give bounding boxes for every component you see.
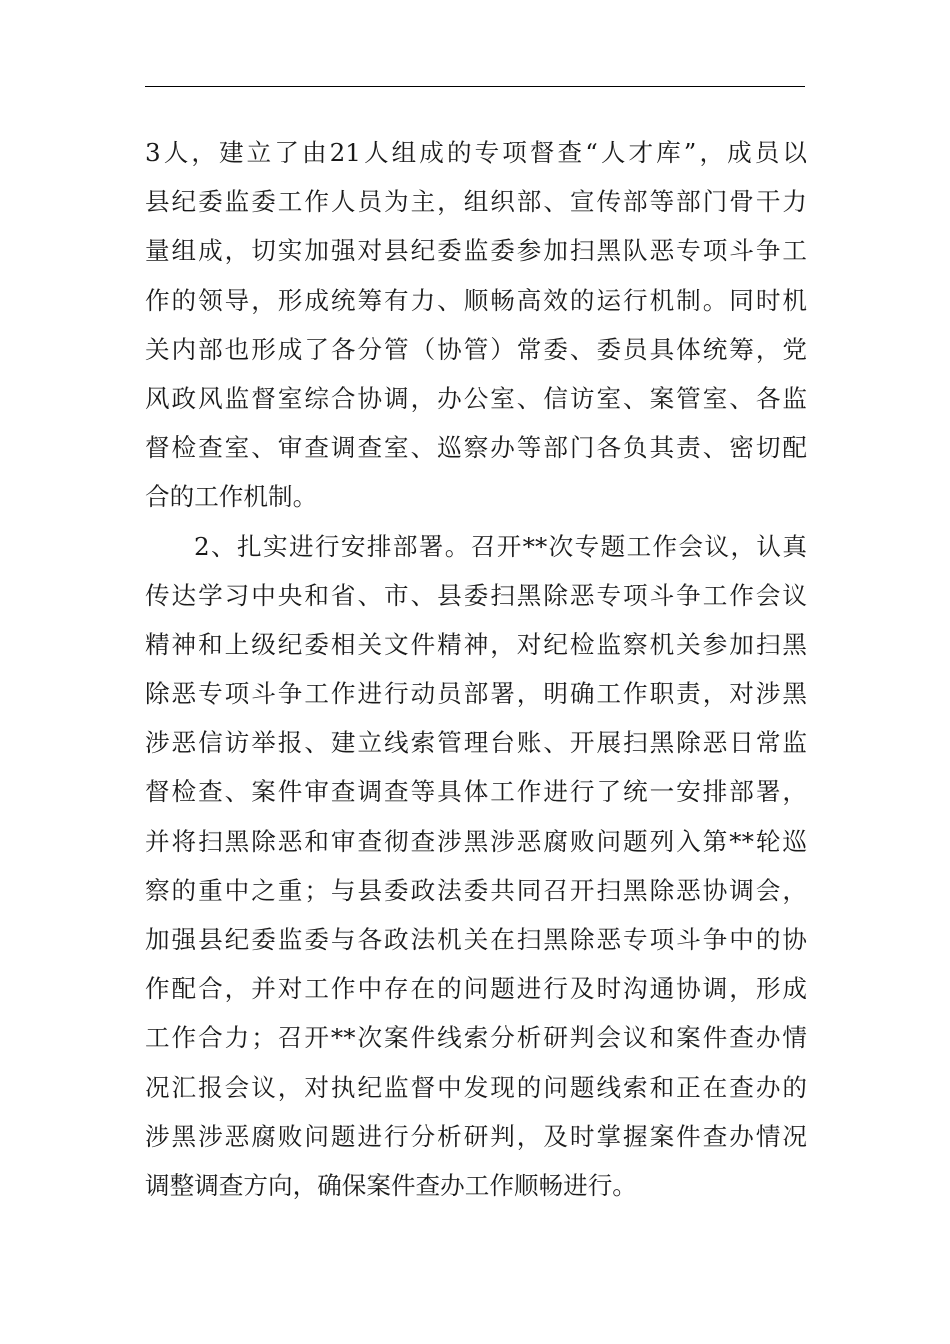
paragraph-2-line: 作配合，并对工作中存在的问题进行及时沟通协调，形成 (145, 974, 807, 1004)
paragraph-1-line: 3人，建立了由21人组成的专项督查“人才库”，成员以 (145, 138, 807, 167)
paragraph-1-line: 量组成，切实加强对县纪委监委参加扫黑队恶专项斗争工 (145, 236, 807, 266)
paragraph-2-line: 调整调查方向，确保案件查办工作顺畅进行。 (145, 1170, 637, 1200)
paragraph-2-line: 况汇报会议，对执纪监督中发现的问题线索和正在查办的 (145, 1072, 807, 1102)
paragraph-2-line: 涉黑涉恶腐败问题进行分析研判，及时掌握案件查办情况 (145, 1121, 807, 1151)
paragraph-1-line: 县纪委监委工作人员为主，组织部、宣传部等部门骨干力 (145, 187, 807, 217)
paragraph-2-line: 除恶专项斗争工作进行动员部署，明确工作职责，对涉黑 (145, 679, 807, 709)
paragraph-2-line: 精神和上级纪委相关文件精神，对纪检监察机关参加扫黑 (145, 629, 807, 659)
paragraph-1-line: 关内部也形成了各分管（协管）常委、委员具体统筹，党 (145, 334, 807, 364)
paragraph-1-line: 作的领导，形成统筹有力、顺畅高效的运行机制。同时机 (145, 285, 807, 315)
paragraph-1-line: 风政风监督室综合协调，办公室、信访室、案管室、各监 (145, 383, 807, 413)
paragraph-2-line: 督检查、案件审查调查等具体工作进行了统一安排部署， (145, 777, 807, 807)
paragraph-2-line: 2、扎实进行安排部署。召开**次专题工作会议，认真 (194, 531, 807, 561)
document-body (145, 128, 807, 1210)
paragraph-2-line: 传达学习中央和省、市、县委扫黑除恶专项斗争工作会议 (145, 580, 807, 610)
paragraph-2-line: 察的重中之重；与县委政法委共同召开扫黑除恶协调会， (145, 875, 807, 905)
paragraph-1-line: 合的工作机制。 (145, 482, 318, 512)
paragraph-2-line: 并将扫黑除恶和审查彻查涉黑涉恶腐败问题列入第**轮巡 (145, 826, 807, 856)
paragraph-2-line: 加强县纪委监委与各政法机关在扫黑除恶专项斗争中的协 (145, 925, 807, 954)
header-rule (145, 86, 805, 87)
paragraph-2-line: 工作合力；召开**次案件线索分析研判会议和案件查办情 (145, 1023, 807, 1053)
paragraph-1-line: 督检查室、审查调查室、巡察办等部门各负其责、密切配 (145, 433, 807, 463)
paragraph-2-line: 涉恶信访举报、建立线索管理台账、开展扫黑除恶日常监 (145, 728, 807, 758)
